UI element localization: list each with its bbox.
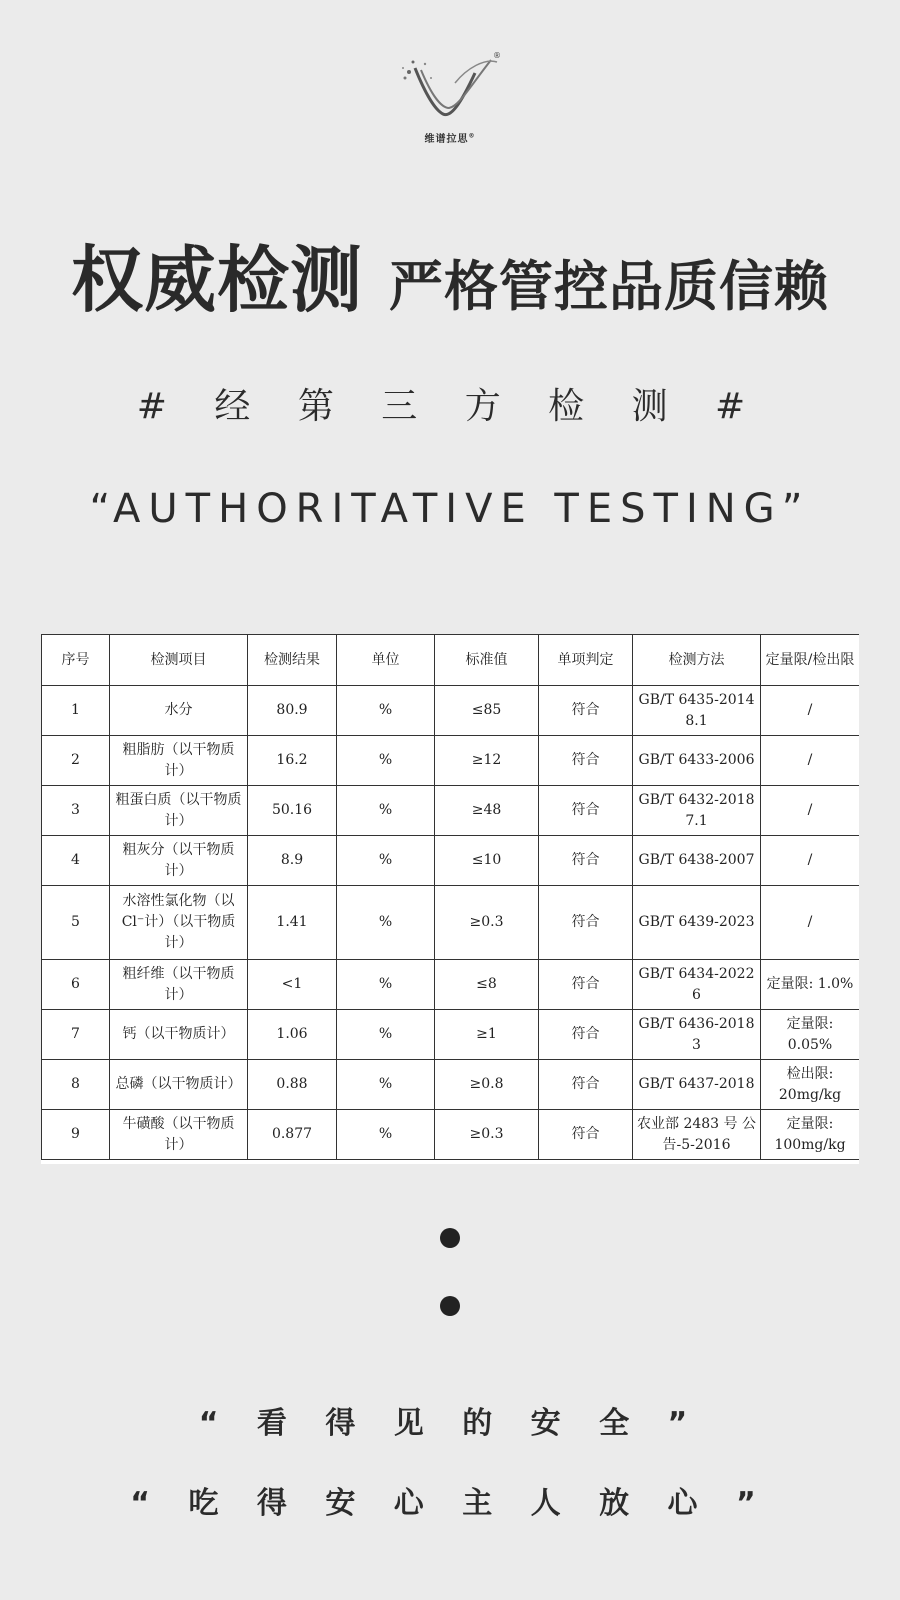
table-cell: /: [761, 786, 860, 836]
table-cell: 总磷（以干物质计）: [110, 1060, 248, 1110]
table-cell: 粗灰分（以干物质计）: [110, 836, 248, 886]
table-header-cell: 序号: [42, 635, 110, 686]
separator-dot: [440, 1296, 460, 1316]
table-cell: 定量限: 0.05%: [761, 1010, 860, 1060]
table-cell: 水分: [110, 686, 248, 736]
brand-name: 维谱拉思: [424, 134, 469, 145]
table-cell: %: [337, 1060, 435, 1110]
headline: [0, 222, 900, 326]
table-cell: 定量限: 100mg/kg: [761, 1110, 860, 1160]
table-cell: GB/T 6438-2007: [633, 836, 761, 886]
table-cell: /: [761, 736, 860, 786]
table-row: [42, 786, 860, 836]
table-cell: 3: [42, 786, 110, 836]
slogan-safety: “ 看 得 见 的 安 全 ”: [198, 1406, 702, 1441]
table-cell: ≤10: [435, 836, 539, 886]
table-cell: 1.41: [248, 886, 337, 960]
table-cell: 8: [42, 1060, 110, 1110]
table-cell: GB/T 6436-2018 3: [633, 1010, 761, 1060]
table-cell: 80.9: [248, 686, 337, 736]
test-report-table-image: [41, 634, 859, 1164]
table-header-cell: 定量限/检出限: [761, 635, 860, 686]
table-cell: ≥48: [435, 786, 539, 836]
table-cell: ≥0.3: [435, 886, 539, 960]
headline-main: 权威检测: [70, 238, 363, 322]
table-cell: 7: [42, 1010, 110, 1060]
table-row: [42, 1010, 860, 1060]
table-cell: ≤8: [435, 960, 539, 1010]
table-row: [42, 1110, 860, 1160]
slogan-peace-of-mind: “ 吃 得 安 心 主 人 放 心 ”: [130, 1486, 770, 1521]
table-cell: 1.06: [248, 1010, 337, 1060]
svg-text:®: ®: [493, 51, 501, 60]
table-cell: 定量限: 1.0%: [761, 960, 860, 1010]
table-cell: ≥0.3: [435, 1110, 539, 1160]
table-cell: GB/T 6437-2018: [633, 1060, 761, 1110]
table-cell: 符合: [539, 736, 633, 786]
table-cell: 水溶性氯化物（以Cl⁻计）（以干物质计）: [110, 886, 248, 960]
table-row: [42, 736, 860, 786]
table-cell: 粗蛋白质（以干物质计）: [110, 786, 248, 836]
table-cell: 符合: [539, 886, 633, 960]
table-cell: /: [761, 836, 860, 886]
table-header-cell: 检测方法: [633, 635, 761, 686]
table-cell: 8.9: [248, 836, 337, 886]
table-cell: 符合: [539, 960, 633, 1010]
table-row: [42, 1060, 860, 1110]
table-row: [42, 836, 860, 886]
table-cell: ≥0.8: [435, 1060, 539, 1110]
table-cell: <1: [248, 960, 337, 1010]
table-cell: 粗脂肪（以干物质计）: [110, 736, 248, 786]
table-cell: %: [337, 1010, 435, 1060]
third-party-tag: # 经 第 三 方 检 测 #: [136, 386, 764, 427]
table-header-cell: 标准值: [435, 635, 539, 686]
table-cell: 符合: [539, 686, 633, 736]
table-cell: ≥1: [435, 1010, 539, 1060]
table-cell: 符合: [539, 1060, 633, 1110]
table-cell: %: [337, 786, 435, 836]
table-row: [42, 960, 860, 1010]
brand-logo: [0, 48, 900, 145]
table-cell: GB/T 6434-2022 6: [633, 960, 761, 1010]
separator-dot: [440, 1228, 460, 1248]
table-header-cell: 单项判定: [539, 635, 633, 686]
table-cell: 16.2: [248, 736, 337, 786]
table-cell: 6: [42, 960, 110, 1010]
english-title: “AUTHORITATIVE TESTING”: [89, 486, 811, 532]
table-cell: 检出限: 20mg/kg: [761, 1060, 860, 1110]
test-report-table: [41, 634, 859, 1160]
table-cell: /: [761, 686, 860, 736]
table-cell: /: [761, 886, 860, 960]
table-header-row: [42, 635, 860, 686]
table-cell: GB/T 6432-2018 7.1: [633, 786, 761, 836]
table-cell: %: [337, 1110, 435, 1160]
table-cell: 钙（以干物质计）: [110, 1010, 248, 1060]
table-cell: GB/T 6435-2014 8.1: [633, 686, 761, 736]
table-row: [42, 686, 860, 736]
table-cell: 牛磺酸（以干物质计）: [110, 1110, 248, 1160]
headline-sub: 严格管控品质信赖: [389, 255, 829, 318]
table-row: [42, 886, 860, 960]
table-cell: 5: [42, 886, 110, 960]
table-cell: 符合: [539, 786, 633, 836]
table-cell: 9: [42, 1110, 110, 1160]
table-cell: 粗纤维（以干物质计）: [110, 960, 248, 1010]
table-cell: 农业部 2483 号 公告-5-2016: [633, 1110, 761, 1160]
table-cell: ≥12: [435, 736, 539, 786]
table-cell: 符合: [539, 836, 633, 886]
table-cell: 2: [42, 736, 110, 786]
table-cell: GB/T 6433-2006: [633, 736, 761, 786]
table-cell: %: [337, 960, 435, 1010]
table-cell: 1: [42, 686, 110, 736]
table-header-cell: 检测项目: [110, 635, 248, 686]
table-cell: GB/T 6439-2023: [633, 886, 761, 960]
registered-mark: ®: [468, 132, 476, 140]
table-cell: %: [337, 836, 435, 886]
table-cell: 50.16: [248, 786, 337, 836]
table-cell: %: [337, 886, 435, 960]
table-header-cell: 检测结果: [248, 635, 337, 686]
water-splash-logo-icon: [395, 48, 505, 128]
table-cell: 4: [42, 836, 110, 886]
table-cell: %: [337, 736, 435, 786]
table-cell: 符合: [539, 1110, 633, 1160]
table-cell: 符合: [539, 1010, 633, 1060]
table-cell: %: [337, 686, 435, 736]
table-cell: 0.88: [248, 1060, 337, 1110]
table-header-cell: 单位: [337, 635, 435, 686]
table-cell: 0.877: [248, 1110, 337, 1160]
table-cell: ≤85: [435, 686, 539, 736]
